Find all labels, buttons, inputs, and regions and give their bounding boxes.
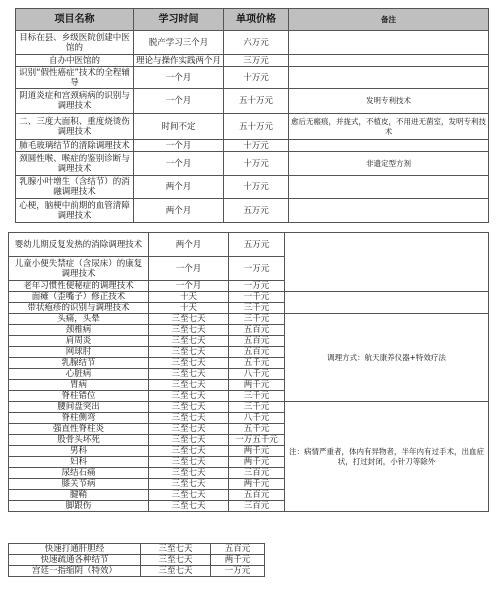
item-name: 肺毛玻璃结节的清除调理技术 [16, 140, 134, 152]
item-name: 颈圆性喉、喉症的鉴别诊断与调理技术 [16, 152, 134, 176]
item-name: 带状疱疹的识别与调理技术 [9, 303, 149, 314]
table-row [9, 314, 489, 325]
table-row [9, 566, 265, 577]
item-period: 三至七天 [149, 380, 229, 391]
item-period: 十天 [149, 303, 229, 314]
item-price: 三千元 [229, 391, 285, 402]
item-price: 两千元 [229, 380, 285, 391]
item-name: 尿结石痛 [9, 468, 149, 479]
table-row [16, 140, 489, 152]
item-price: 三万元 [224, 55, 289, 67]
item-name: 头痛，头晕 [9, 314, 149, 325]
empty-note-cell [285, 233, 489, 292]
item-period: 两个月 [149, 233, 229, 257]
item-name: 腰间盘突出 [9, 402, 149, 413]
item-price: 八千元 [229, 369, 285, 380]
item-price: 一万五千元 [229, 435, 285, 446]
item-period: 三至七天 [149, 325, 229, 336]
item-name: 妇科 [9, 457, 149, 468]
item-note [289, 55, 489, 67]
item-period: 三至七天 [149, 358, 229, 369]
header-period: 学习时间 [134, 9, 224, 31]
item-name: 股骨头坏死 [9, 435, 149, 446]
item-price: 两千元 [229, 457, 285, 468]
item-period: 三至七天 [149, 347, 229, 358]
item-period: 两个月 [134, 176, 224, 199]
header-name: 项目名称 [16, 9, 134, 31]
item-price: 三千元 [229, 314, 285, 325]
item-name: 腱鞘 [9, 490, 149, 501]
item-period: 三至七天 [149, 424, 229, 435]
item-period: 三至七天 [149, 336, 229, 347]
item-note [289, 199, 489, 223]
item-name: 乳腺结节 [9, 358, 149, 369]
table-row [16, 176, 489, 199]
item-period: 一个月 [134, 89, 224, 114]
header-price: 单项价格 [224, 9, 289, 31]
item-period: 三至七天 [149, 369, 229, 380]
item-note: 发明专利技术 [289, 89, 489, 114]
item-name: 膝关节病 [9, 479, 149, 490]
item-price: 十万元 [224, 140, 289, 152]
item-note: 非遗定型方剂 [289, 152, 489, 176]
item-name: 网球肘 [9, 347, 149, 358]
item-price: 三千元 [229, 402, 285, 413]
item-price: 五百元 [229, 347, 285, 358]
table-row [9, 292, 489, 303]
item-period: 三至七天 [141, 544, 211, 555]
item-period: 一个月 [149, 257, 229, 281]
item-period: 一个月 [134, 152, 224, 176]
item-name: 脊柱错位 [9, 391, 149, 402]
item-name: 婴幼儿期反复发热的消除调理技术 [9, 233, 149, 257]
table-row [16, 31, 489, 55]
item-price: 十万元 [224, 176, 289, 199]
header-note: 备注 [289, 9, 489, 31]
item-note: 愈后无瘢痕，并拢式，不植皮，不用进无菌室，发明专利技术 [289, 114, 489, 140]
item-name: 心脏病 [9, 369, 149, 380]
empty-note-cell [285, 292, 489, 314]
item-name: 儿童小便失禁症（含尿床）的康复调理技术 [9, 257, 149, 281]
item-name: 快速打通肝胆经 [9, 544, 141, 555]
item-period: 三至七天 [141, 566, 211, 577]
item-period: 三至七天 [149, 314, 229, 325]
item-price: 一千元 [229, 292, 285, 303]
item-period: 三至七天 [149, 490, 229, 501]
item-period: 两个月 [134, 199, 224, 223]
item-period: 脱产学习三个月 [134, 31, 224, 55]
item-period: 一个月 [149, 281, 229, 292]
item-name: 脚跟伤 [9, 501, 149, 512]
item-period: 一个月 [134, 140, 224, 152]
item-period: 三至七天 [149, 435, 229, 446]
item-period: 三至七天 [149, 457, 229, 468]
item-name: 颈椎病 [9, 325, 149, 336]
item-name: 老年习惯性便秘症的调理技术 [9, 281, 149, 292]
table-row [16, 55, 489, 67]
item-price: 五万元 [224, 199, 289, 223]
item-name: 男科 [9, 446, 149, 457]
item-period: 三至七天 [149, 391, 229, 402]
item-period: 三至七天 [149, 413, 229, 424]
item-price: 两千元 [229, 479, 285, 490]
item-price: 一万元 [229, 281, 285, 292]
item-name: 自办中医馆的 [16, 55, 134, 67]
therapy-price-table [8, 232, 489, 512]
item-name: 识别“假性癌症”技术的全程辅导 [16, 67, 134, 89]
item-price: 五十万元 [224, 114, 289, 140]
item-name: 乳腺小叶增生（含结节）的消融调理技术 [16, 176, 134, 199]
table-row [9, 555, 265, 566]
item-note [289, 67, 489, 89]
item-price: 两千元 [229, 446, 285, 457]
item-period: 三至七天 [149, 446, 229, 457]
table-row [16, 114, 489, 140]
item-name: 快速疏通各种结节 [9, 555, 141, 566]
item-period: 三至七天 [149, 402, 229, 413]
item-price: 五千元 [229, 424, 285, 435]
table-row [9, 544, 265, 555]
item-name: 强直性脊柱炎 [9, 424, 149, 435]
item-price: 五百元 [229, 490, 285, 501]
item-price: 一万元 [229, 257, 285, 281]
item-note [289, 140, 489, 152]
item-price: 五千元 [229, 358, 285, 369]
table-row [16, 67, 489, 89]
item-price: 五百元 [229, 336, 285, 347]
item-price: 三百元 [229, 501, 285, 512]
item-note [289, 176, 489, 199]
table-row [16, 152, 489, 176]
item-name: 目标在县、乡级医院创建中医馆的 [16, 31, 134, 55]
item-name: 胃病 [9, 380, 149, 391]
item-period: 理论与操作实践两个月 [134, 55, 224, 67]
item-price: 五十万元 [224, 89, 289, 114]
item-period: 一个月 [134, 67, 224, 89]
item-name: 脊柱侧弯 [9, 413, 149, 424]
item-name: 阴道炎症和宫颈病病的识别与调理技术 [16, 89, 134, 114]
course-price-table-main [15, 8, 489, 223]
item-price: 三百元 [229, 468, 285, 479]
item-price: 六万元 [224, 31, 289, 55]
item-price: 三千元 [229, 303, 285, 314]
item-price: 十万元 [224, 152, 289, 176]
item-period: 时间不定 [134, 114, 224, 140]
item-name: 面瘫（歪嘴子）修正技术 [9, 292, 149, 303]
item-period: 三至七天 [149, 468, 229, 479]
item-price: 一万元 [211, 566, 265, 577]
table-row [9, 402, 489, 413]
item-name: 宫廷一指缩阴（特效） [9, 566, 141, 577]
item-name: 心梗，脑梗中前期的血管清障调理技术 [16, 199, 134, 223]
item-name: 肩周炎 [9, 336, 149, 347]
extra-price-table [8, 543, 265, 577]
item-price: 八千元 [229, 413, 285, 424]
item-period: 三至七天 [141, 555, 211, 566]
item-price: 五百元 [211, 544, 265, 555]
item-price: 五万元 [229, 233, 285, 257]
therapy-method-note: 调理方式：航天康养仪器+特效疗法 [285, 314, 489, 402]
table-row [9, 233, 489, 257]
item-period: 十天 [149, 292, 229, 303]
item-period: 三至七天 [149, 501, 229, 512]
item-period: 三至七天 [149, 479, 229, 490]
exclusion-note: 注：病情严重者，体内有异物者，半年内有过手术，出血症状，打过封闭，小针刀等除外 [285, 402, 489, 512]
item-price: 五百元 [229, 325, 285, 336]
table-row [16, 199, 489, 223]
item-name: 二、三度大面积、重度烧烫伤调理技术 [16, 114, 134, 140]
table-row [16, 89, 489, 114]
item-price: 十万元 [224, 67, 289, 89]
item-note [289, 31, 489, 55]
item-price: 两千元 [211, 555, 265, 566]
